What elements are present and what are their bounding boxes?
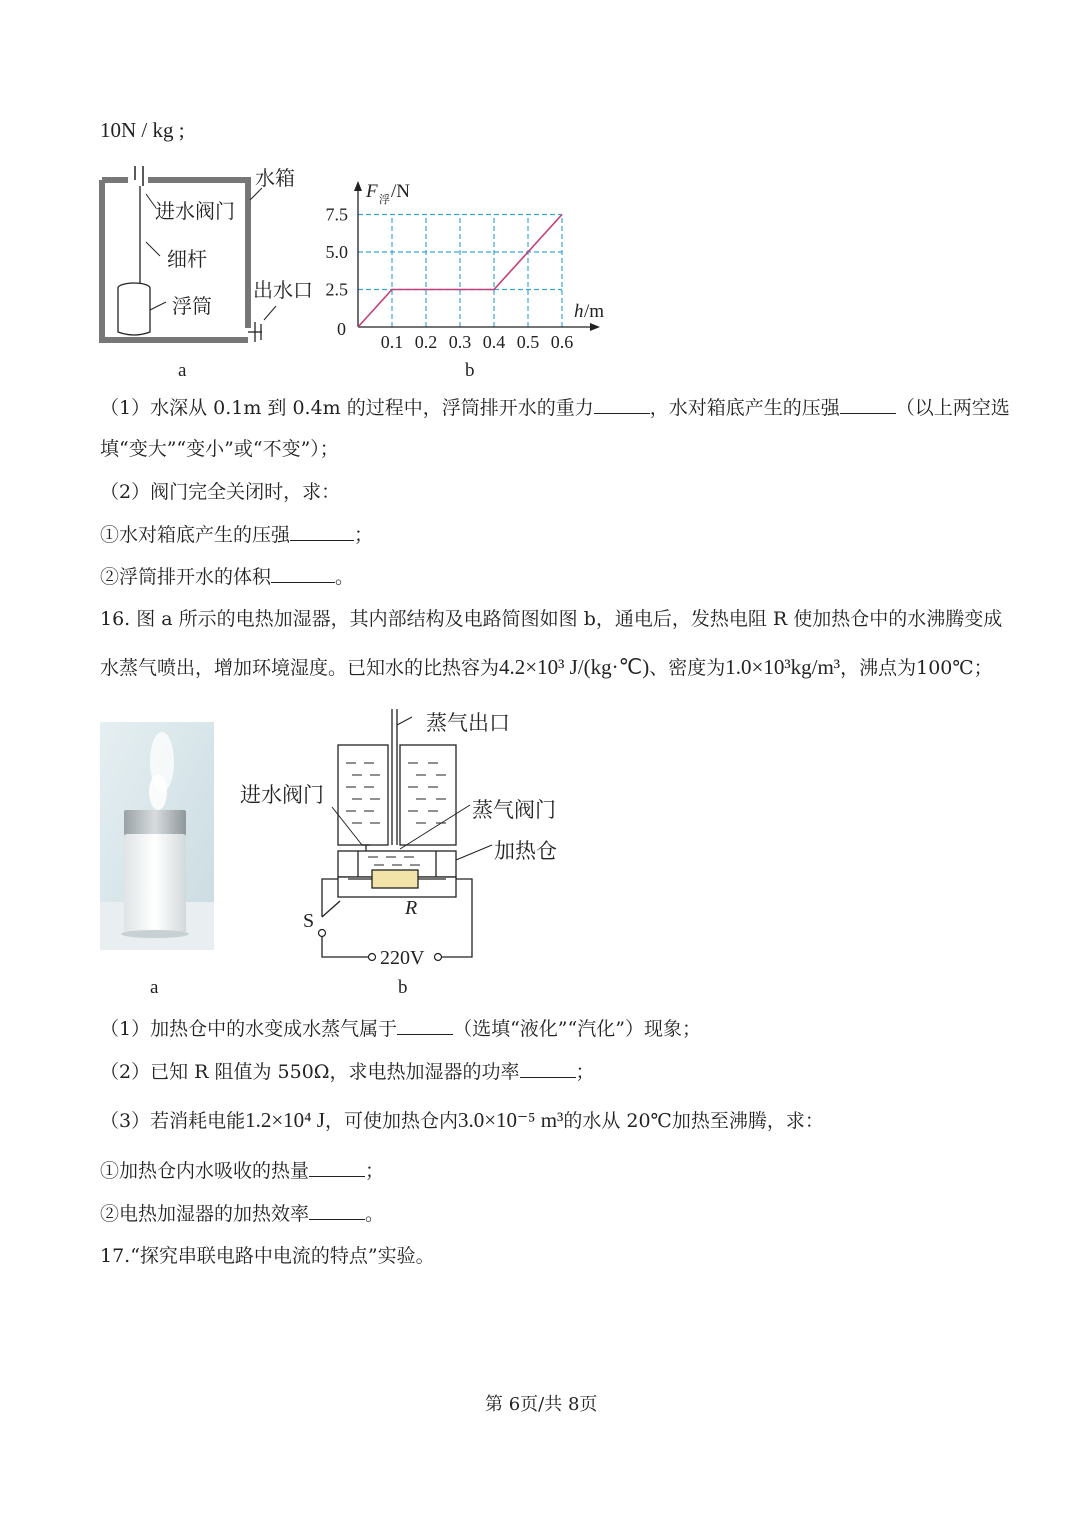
switch-S [319, 930, 326, 937]
fig15-caption-b: b [465, 360, 475, 381]
q16-part2: （2）已知 R 阻值为 550Ω，求电热加湿器的功率 ； [100, 1061, 595, 1083]
x-tick-label-5: 0.6 [550, 332, 574, 352]
density: 1.0×10³kg/m³ [725, 655, 841, 679]
label-R: R [405, 897, 418, 919]
x-tick-label-2: 0.3 [448, 332, 472, 352]
q15-part2: （2）阀门完全关闭时，求： [100, 481, 341, 503]
q15-part1-line2: 填“变大”“变小”或“不变”）； [100, 438, 339, 460]
label-S: S [303, 910, 315, 932]
label-rod: 细杆 [167, 247, 207, 271]
x-axis-label-h: h [574, 301, 584, 322]
fig15-caption-a: a [178, 360, 187, 381]
reservoir-left [338, 745, 388, 845]
x-tick-label-0: 0.1 [380, 332, 404, 352]
y-axis-label-unit: /N [391, 181, 410, 202]
x-axis-label-unit: /m [584, 301, 605, 322]
q16-intro-line1: 16. 图 a 所示的电热加湿器，其内部结构及电路简图如图 b，通电后，发热电阻 R 使加热仓中的水沸腾变成 [100, 608, 1003, 630]
y-tick-label-1: 5.0 [325, 242, 348, 262]
float-cylinder [118, 288, 150, 335]
resistor-R [372, 870, 418, 888]
q16-part3-ii: ②电热加湿器的加热效率 。 [100, 1203, 385, 1225]
q16-part3: （3）若消耗电能1.2×10⁴ J，可使加热仓内3.0×10⁻⁵ m³的水从 20℃加热至沸腾，求： [100, 1108, 824, 1132]
reservoir-right [400, 745, 456, 845]
q15-part2-i: ①水对箱底产生的压强 ； [100, 524, 374, 546]
top-fragment: 10N / kg ; [100, 118, 185, 142]
x-tick-label-1: 0.2 [414, 332, 438, 352]
label-inlet-valve: 进水阀门 [155, 199, 235, 223]
q15-part1-line1: （1）水深从 0.1m 到 0.4m 的过程中，浮筒排开水的重力 ，水对箱底产生的压强 （以上两空选 [100, 397, 1010, 419]
energy: 1.2×10⁴ J [245, 1108, 325, 1132]
y-axis-arrow [354, 181, 362, 191]
q16-part3-i: ①加热仓内水吸收的热量 ； [100, 1160, 385, 1182]
x-tick-label-4: 0.5 [516, 332, 540, 352]
label-heating-chamber: 加热仓 [494, 839, 557, 863]
label-outlet: 出水口 [253, 278, 313, 302]
y-tick-label-origin: 0 [337, 319, 346, 339]
heat-capacity: 4.2×10³ J/(kg·℃) [499, 655, 650, 679]
buoyancy-graph [310, 175, 610, 360]
label-220V: 220V [380, 947, 425, 969]
q15-part2-ii: ②浮筒排开水的体积 。 [100, 566, 355, 588]
fig16-caption-b: b [398, 977, 408, 998]
label-water-box: 水箱 [255, 166, 295, 190]
humidifier-photo [100, 722, 214, 950]
x-axis-arrow [590, 323, 600, 331]
fig16-caption-a: a [150, 977, 159, 998]
q16-intro-line2: 水蒸气喷出，增加环境湿度。已知水的比热容为4.2×10³ J/(kg·℃)、密度为1.0×10³kg/m³，沸点为100℃； [100, 655, 993, 679]
y-tick-label-0: 7.5 [325, 204, 348, 225]
q17-intro: 17.“探究串联电路中电流的特点”实验。 [100, 1245, 435, 1267]
q16-part1: （1）加热仓中的水变成水蒸气属于 （选填“液化”“汽化”）现象； [100, 1018, 701, 1040]
x-tick-label-3: 0.4 [482, 332, 506, 352]
y-axis-label-F: F [366, 181, 378, 202]
label-steam-outlet: 蒸气出口 [426, 711, 510, 735]
label-float: 浮筒 [172, 294, 212, 318]
label-steam-valve: 蒸气阀门 [472, 798, 556, 822]
volume: 3.0×10⁻⁵ m³ [457, 1108, 564, 1132]
water-tank-figure [90, 160, 330, 385]
y-axis-label-sub: 浮 [379, 194, 390, 206]
page-number: 第 6页/共 8页 [485, 1394, 598, 1415]
y-tick-label-2: 2.5 [325, 279, 348, 300]
label-inlet-valve-16: 进水阀门 [240, 783, 324, 807]
